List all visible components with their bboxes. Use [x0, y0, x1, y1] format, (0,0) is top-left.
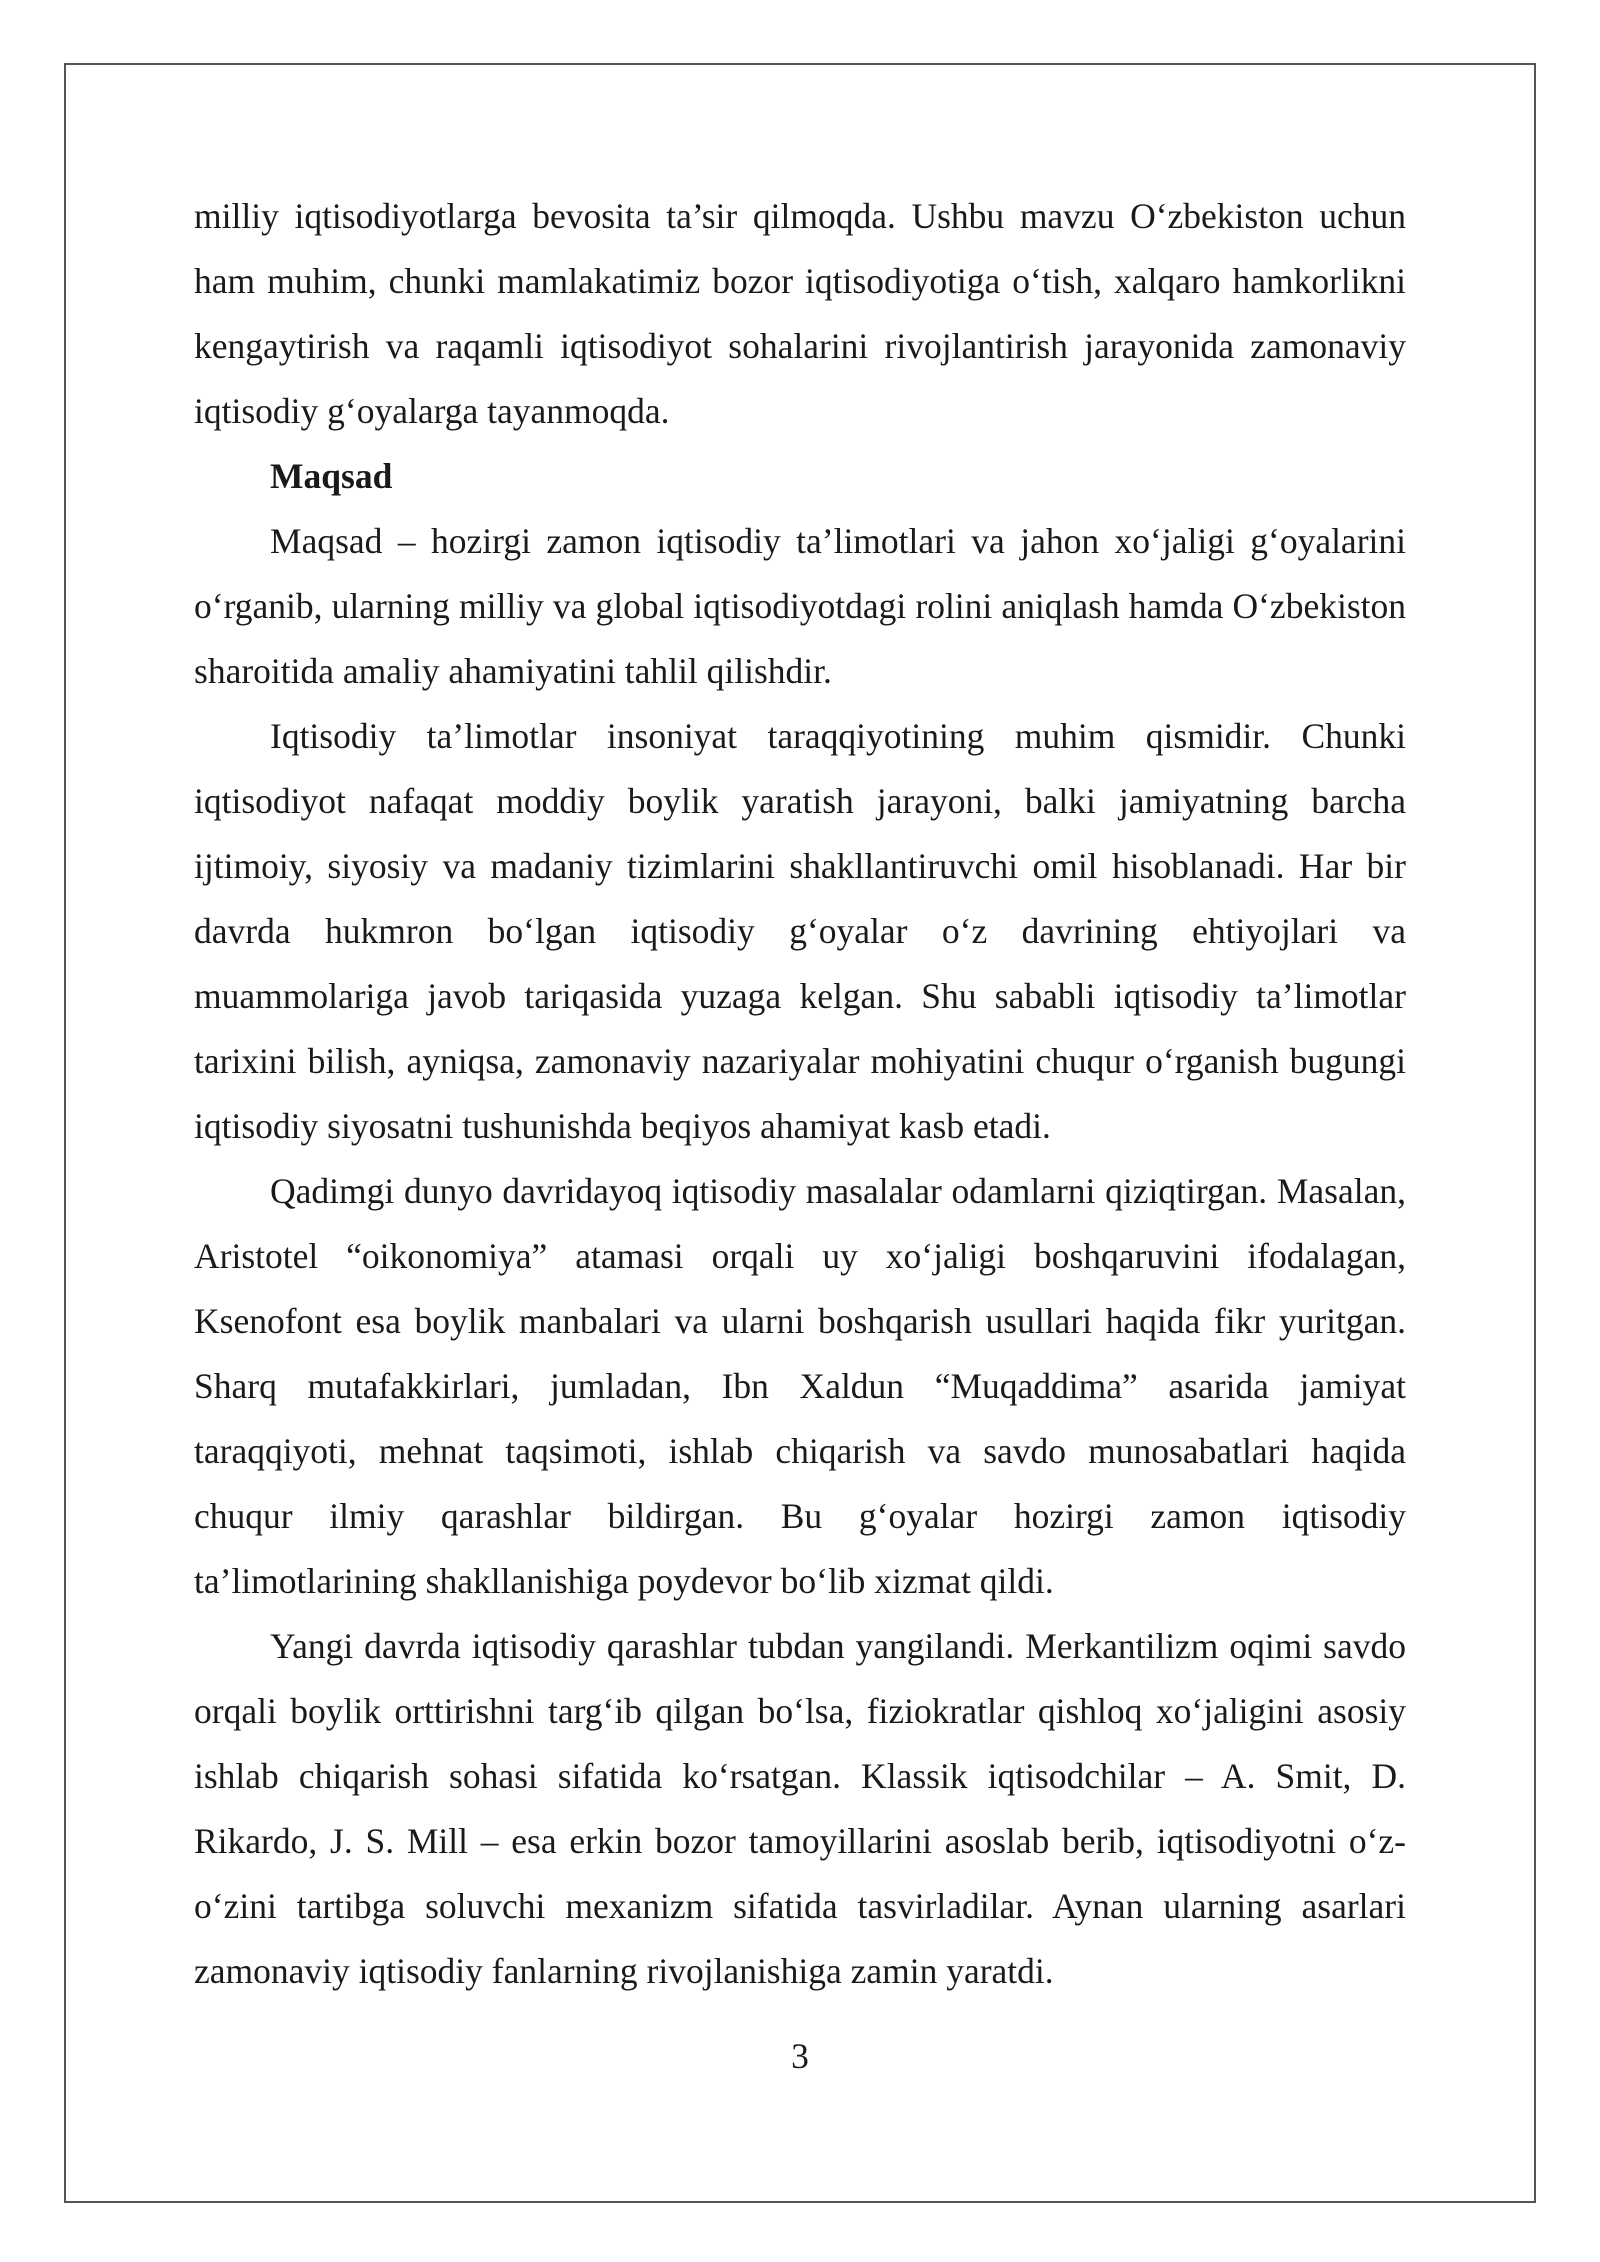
paragraph-qadimgi-dunyo: Qadimgi dunyo davridayoq iqtisodiy masalalar odamlarni qiziqtirgan. Masalan, Aristotel “oikonomiya” atamasi orqali uy xo‘jaligi boshqaruvini ifodalagan, Ksenofont esa boylik manbalari va ularni boshqarish usullari haqida fikr yuritgan. Sharq mutafakkirlari, jumladan, Ibn Xaldun “Muqaddima” asarida jamiyat taraqqiyoti, mehnat taqsimoti, ishlab chiqarish va savdo munosabatlari haqida chuqur ilmiy qarashlar bildirgan. Bu g‘oyalar hozirgi zamon iqtisodiy ta’limotlarining shakllanishiga poydevor bo‘lib xizmat qildi.	[194, 1171, 1406, 1601]
paragraph-iqtisodiy-talimotlar: Iqtisodiy ta’limotlar insoniyat taraqqiyotining muhim qismidir. Chunki iqtisodiyot nafaqat moddiy boylik yaratish jarayoni, balki jamiyatning barcha ijtimoiy, siyosiy va madaniy tizimlarini shakllantiruvchi omil hisoblanadi. Har bir davrda hukmron bo‘lgan iqtisodiy g‘oyalar o‘z davrining ehtiyojlari va muammolariga javob tariqasida yuzaga kelgan. Shu sababli iqtisodiy ta’limotlar tarixini bilish, ayniqsa, zamonaviy nazariyalar mohiyatini chuqur o‘rganish bugungi iqtisodiy siyosatni tushunishda beqiyos ahamiyat kasb etadi.	[194, 716, 1406, 1146]
page-number: 3	[791, 2036, 809, 2076]
paragraph-maqsad-definition: Maqsad – hozirgi zamon iqtisodiy ta’limotlari va jahon xo‘jaligi g‘oyalarini o‘rganib, ularning milliy va global iqtisodiyotdagi rolini aniqlash hamda O‘zbekiston sharoitida amaliy ahamiyatini tahlil qilishdir.	[194, 521, 1406, 691]
section-heading-maqsad: Maqsad	[270, 456, 393, 496]
paragraph-yangi-davr: Yangi davrda iqtisodiy qarashlar tubdan yangilandi. Merkantilizm oqimi savdo orqali boylik orttirishni targ‘ib qilgan bo‘lsa, fiziokratlar qishloq xo‘jaligini asosiy ishlab chiqarish sohasi sifatida ko‘rsatgan. Klassik iqtisodchilar – A. Smit, D. Rikardo, J. S. Mill – esa erkin bozor tamoyillarini asoslab berib, iqtisodiyotni o‘z-o‘zini tartibga soluvchi mexanizm sifatida tasvirladilar. Aynan ularning asarlari zamonaviy iqtisodiy fanlarning rivojlanishiga zamin yaratdi.	[194, 1626, 1406, 1991]
paragraph-intro-continuation: milliy iqtisodiyotlarga bevosita ta’sir qilmoqda. Ushbu mavzu O‘zbekiston uchun ham muhim, chunki mamlakatimiz bozor iqtisodiyotiga o‘tish, xalqaro hamkorlikni kengaytirish va raqamli iqtisodiyot sohalarini rivojlantirish jarayonida zamonaviy iqtisodiy g‘oyalarga tayanmoqda.	[194, 196, 1406, 431]
document-body	[194, 184, 1406, 2004]
